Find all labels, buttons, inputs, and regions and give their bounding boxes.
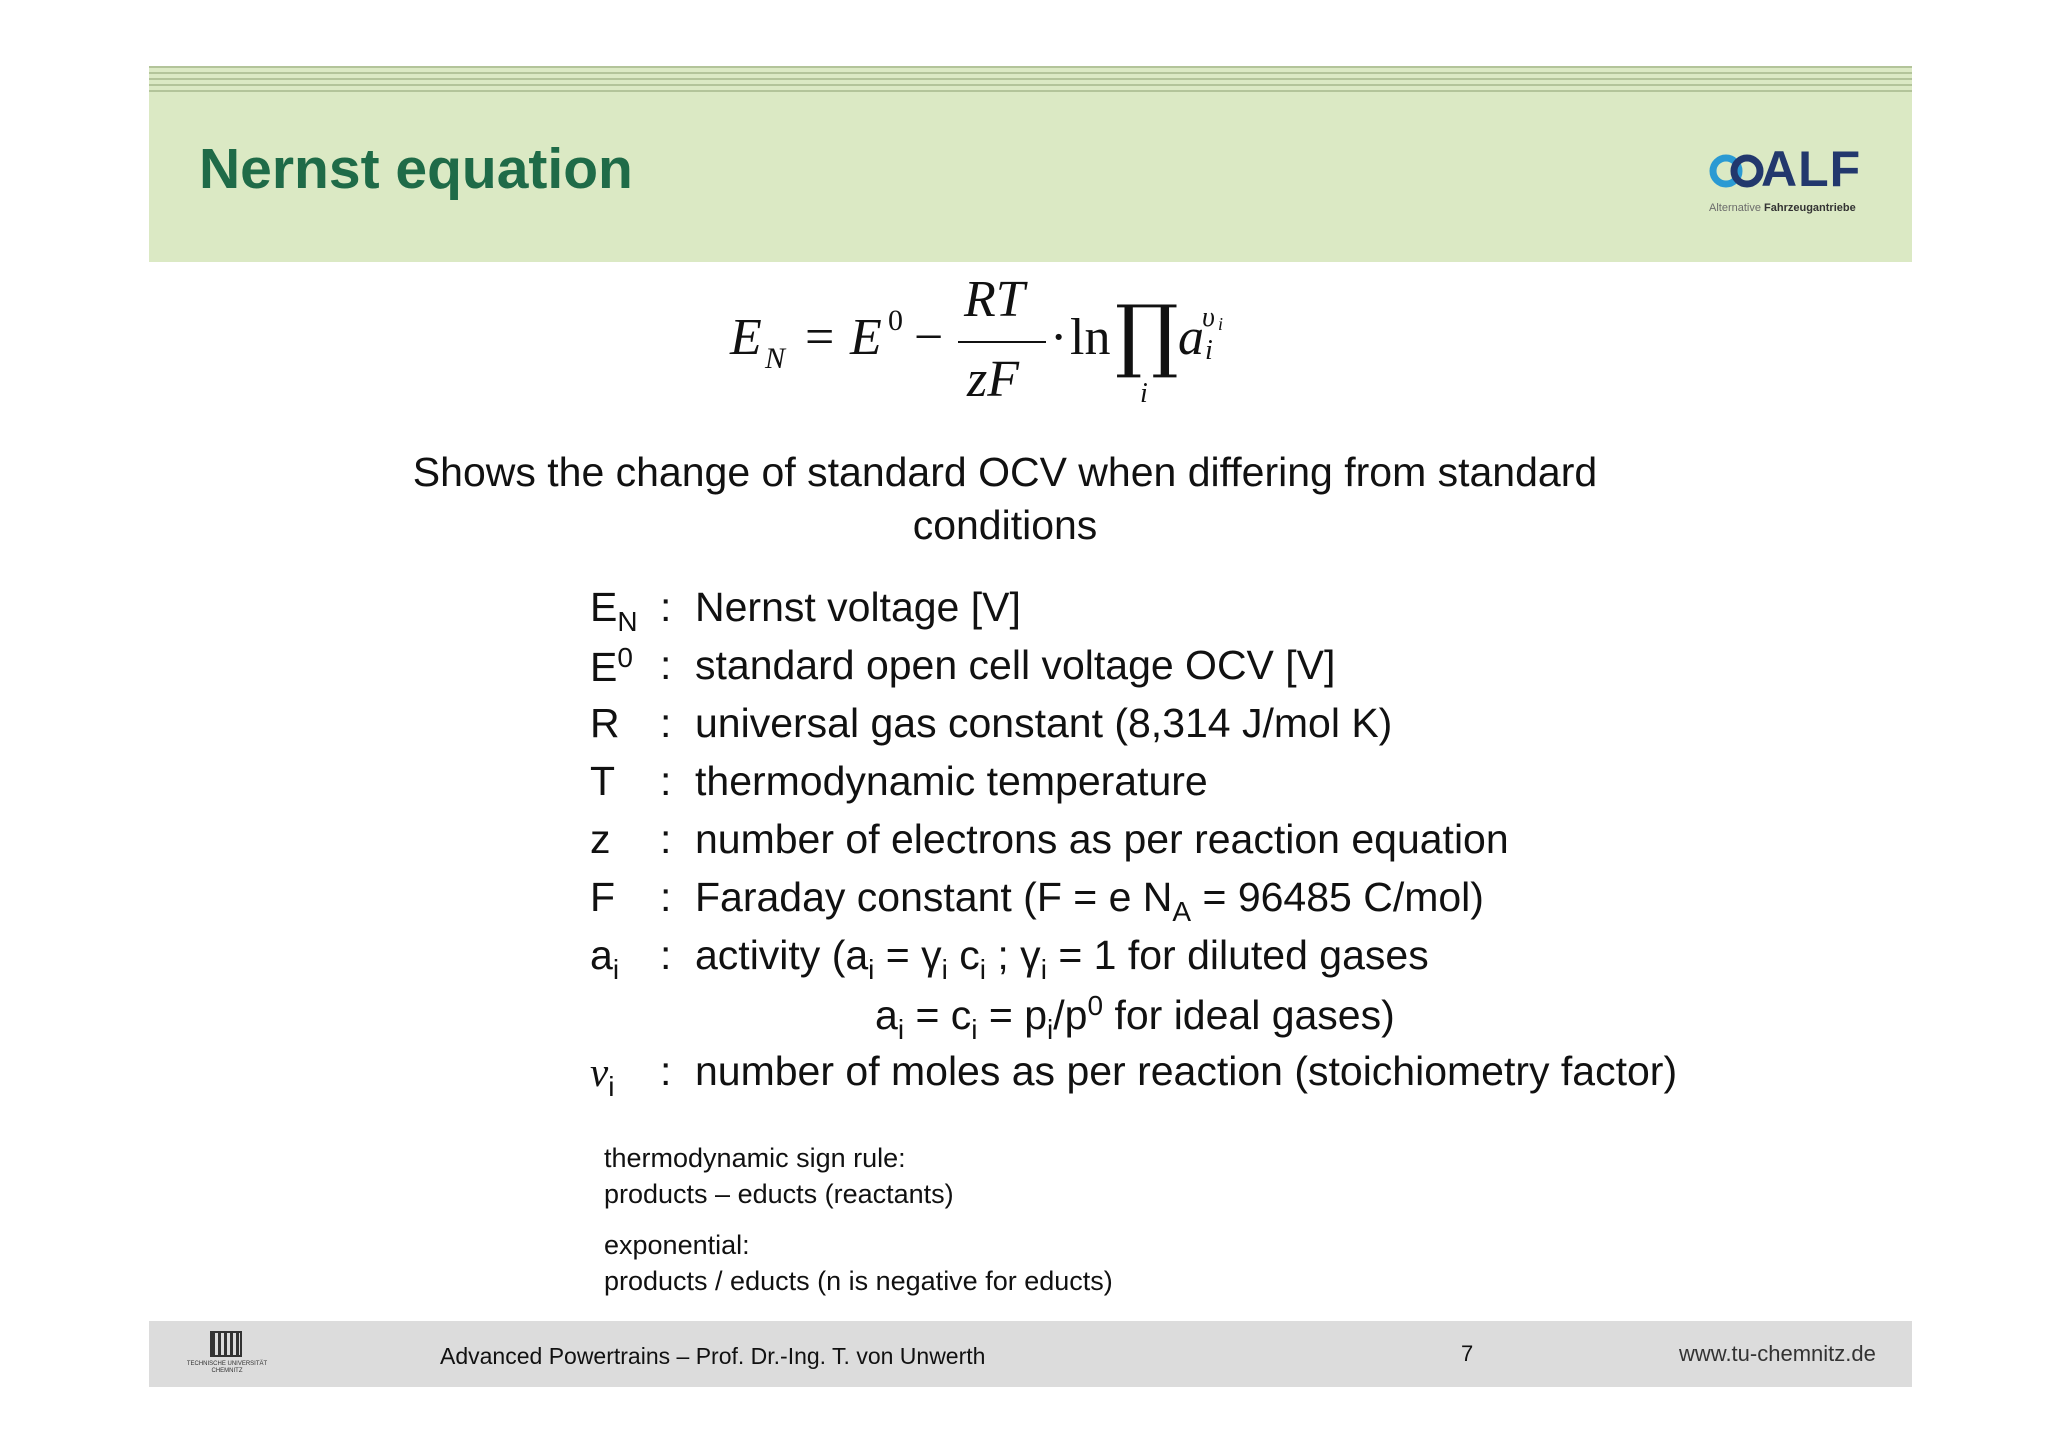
formula-e0-sup: 0 <box>888 304 903 337</box>
note-sign-rule: thermodynamic sign rule: products – educts (reactants) <box>604 1143 954 1209</box>
logo-text: ALF <box>1761 141 1862 197</box>
def-symbol: $E_N$ <box>590 584 638 637</box>
formula-a-sub: i <box>1205 335 1213 366</box>
tu-chemnitz-logo: TECHNISCHE UNIVERSITÄT CHEMNITZ <box>182 1331 272 1381</box>
header-bar <box>149 66 1912 262</box>
formula-denominator: zF <box>967 351 1019 408</box>
formula-a-sup-sub: i <box>1218 314 1224 334</box>
logo-subtitle: Alternative Fahrzeugantriebe <box>1709 202 1856 214</box>
formula-minus: − <box>914 309 944 366</box>
page-number: 7 <box>1461 1341 1474 1366</box>
formula-en: E <box>730 309 762 366</box>
def-text: $a_i = c_i = p_i/p^0$ for ideal gases) <box>875 990 1395 1045</box>
note-exponential: exponential: products / educts (n is negative for educts) <box>604 1230 1113 1296</box>
def-text: number of electrons as per reaction equation <box>695 816 1509 862</box>
def-symbol: T <box>590 758 616 804</box>
notes <box>604 1140 1113 1314</box>
nernst-formula <box>730 270 1250 420</box>
intro-text: Shows the change of standard OCV when differing from standard conditions <box>412 449 1598 548</box>
slide-title: Nernst equation <box>199 137 633 201</box>
def-text: activity ($a_i = \gamma_i$ $c_i$ ; $\gamma_i = 1$ for diluted gases <box>695 932 1429 985</box>
formula-ln: ln <box>1070 309 1111 366</box>
def-text: standard open cell voltage OCV [V] <box>695 642 1336 688</box>
def-text: Nernst voltage [V] <box>695 584 1021 630</box>
footer-url[interactable]: www.tu-chemnitz.de <box>1679 1341 1876 1366</box>
def-symbol: R <box>590 700 620 746</box>
def-text: thermodynamic temperature <box>695 758 1208 804</box>
def-symbol: F <box>590 874 616 920</box>
formula-product: ∏ <box>1115 288 1179 381</box>
formula-eq: = <box>805 309 835 366</box>
footer-bar <box>149 1321 1912 1387</box>
alf-logo <box>1709 141 1879 218</box>
formula-dot: · <box>1050 309 1068 366</box>
def-text: Faraday constant (F = e $N_A = 96485$ C/mol) <box>695 874 1484 927</box>
formula-numerator: RT <box>964 271 1025 328</box>
building-icon <box>210 1331 242 1357</box>
formula-a-sup: υ <box>1202 302 1215 333</box>
formula-product-sub: i <box>1140 378 1148 409</box>
formula-en-sub: N <box>765 342 786 375</box>
def-symbol: $E^0$ <box>590 642 633 690</box>
formula-a: a <box>1178 309 1204 366</box>
def-text: number of moles as per reaction (stoichiometry factor) <box>695 1048 1678 1094</box>
footer-course: Advanced Powertrains – Prof. Dr.-Ing. T. von Unwerth <box>440 1343 986 1369</box>
infinity-icon <box>1709 148 1765 194</box>
header-stripes <box>149 66 1912 100</box>
def-text: universal gas constant (8,314 J/mol K) <box>695 700 1393 746</box>
def-symbol: z <box>590 816 611 862</box>
def-symbol: $a_i$ <box>590 932 620 985</box>
fraction-bar <box>958 341 1046 343</box>
formula-e0: E <box>850 309 882 366</box>
def-symbol: $\nu_i$ <box>590 1049 615 1102</box>
